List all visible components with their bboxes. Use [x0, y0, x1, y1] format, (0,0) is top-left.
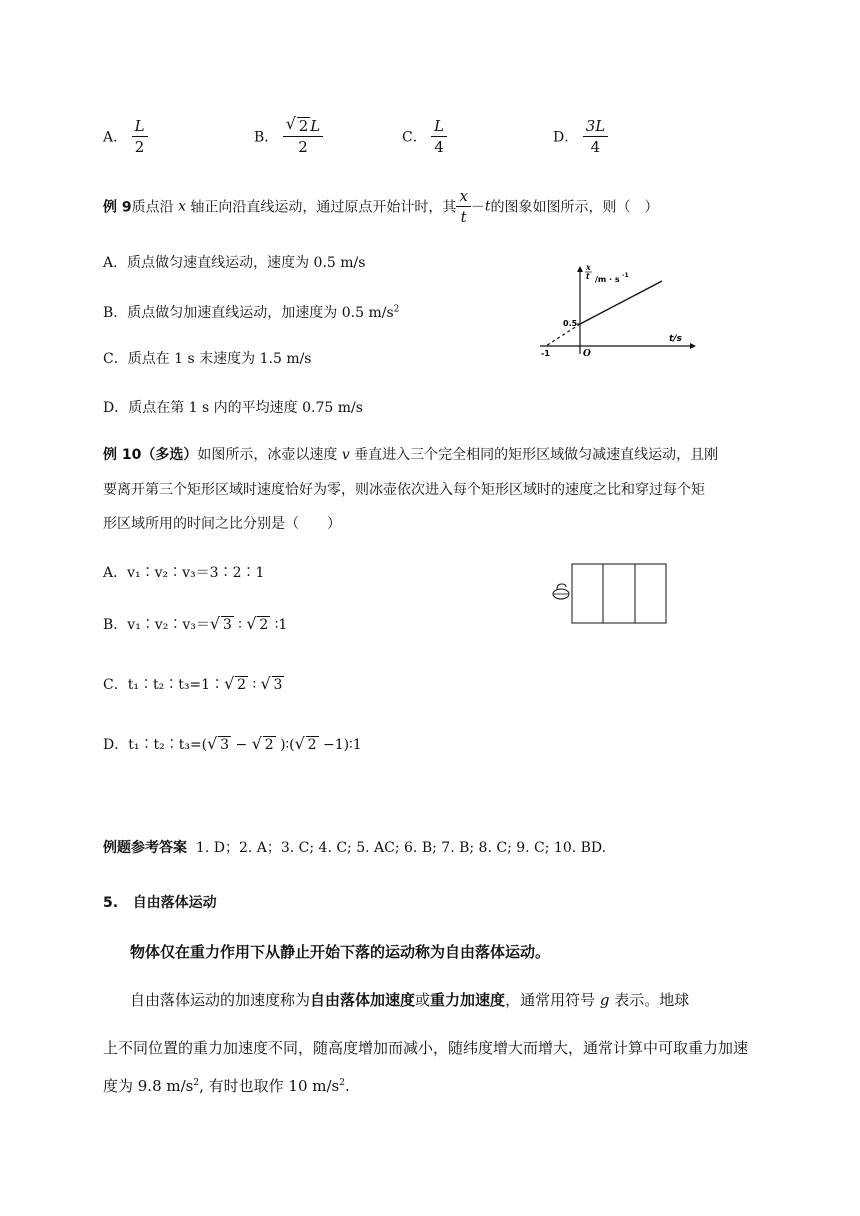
ex10-option-c-pre: C．t₁∶t₂∶t₃=1∶ [103, 677, 225, 693]
ex10-b-sep: ∶ [233, 617, 247, 633]
ex10-option-b-pre: B．v₁∶v₂∶v₃＝ [103, 617, 210, 633]
section5-p2: 上不同位置的重力加速度不同，随高度增加而减小，随纬度增大而增大，通常计算中可取重力加速 [103, 1039, 749, 1057]
ex9-tag: 例 9 [103, 199, 132, 216]
q8-option-c [402, 116, 447, 157]
ex9-option-b [103, 302, 399, 322]
p3-sup-2: 2 [339, 1078, 345, 1088]
p1-f: 表示。地球 [609, 991, 690, 1009]
ex9-stem-pre: 质点沿 [131, 199, 179, 216]
ex10-b-radicand-1: 3 [222, 617, 232, 633]
graph-y-arrow-icon [577, 266, 583, 272]
region-rect-2 [603, 564, 635, 623]
ex10-d-radicand-2: 2 [264, 737, 274, 753]
p1-a: 自由落体运动的加速度称为 [130, 991, 311, 1009]
ex10-c-sqrt-2: √ 3 [260, 674, 283, 693]
answers-label: 例题参考答案 [103, 840, 187, 856]
graph-y-unit: /m · s [595, 275, 620, 284]
q8-b-numerator-tail: L [310, 117, 321, 135]
q8-a-denominator: 2 [134, 138, 145, 156]
q8-option-b-fraction [283, 116, 324, 157]
ex9-option-b-text: B．质点做匀加速直线运动，加速度为 0.5 m/s [103, 305, 394, 321]
region-rect-1 [572, 564, 603, 623]
ex10-c-sep: ∶ [248, 677, 261, 693]
q8-option-d-label: D． [553, 129, 579, 146]
ex10-d-mid: )∶( [275, 737, 295, 753]
ex10-tag: 例 10（多选） [103, 447, 198, 463]
ex10-c-radicand-2: 3 [273, 677, 283, 693]
graph-y-tick-label: 0.5 [563, 319, 578, 328]
ex10-line3: 形区域所用的时间之比分别是（ ） [103, 516, 341, 532]
answers-text: 1. D；2. A；3. C; 4. C; 5. AC; 6. B; 7. B; 8. C; 9. C; 10. BD. [195, 840, 607, 856]
p3-b: , 有时也取作 10 m/s [199, 1077, 340, 1095]
q8-option-b [254, 116, 323, 157]
answers-line [103, 837, 606, 857]
ex10-option-a: A．v₁∶v₂∶v₃＝3∶2∶1 [103, 565, 265, 581]
ex10-d-tail: −1)∶1 [318, 737, 362, 753]
ex9-graph [530, 260, 700, 360]
ex9-frac-den: t [460, 208, 467, 226]
q8-option-d-fraction [583, 116, 609, 157]
graph-y-label-den: t [586, 271, 590, 281]
ex10-line2: 要离开第三个矩形区域时速度恰好为零，则冰壶依次进入每个矩形区域时的速度之比和穿过每个矩 [103, 482, 705, 498]
ex9-fraction [456, 186, 470, 227]
graph-x-label: t/s [669, 334, 682, 344]
ex10-line1 [103, 444, 718, 464]
ex10-d-sqrt-1: √ 3 [207, 734, 230, 753]
ex10-var-v: v [341, 447, 350, 463]
ex9-minus: － [470, 199, 485, 216]
ex10-stem-2: 垂直进入三个完全相同的矩形区域做匀减速直线运动，且刚 [349, 447, 719, 463]
q8-b-numerator: √ 2 L [283, 116, 324, 137]
p1-term-gravity-acceleration: 重力加速度 [430, 991, 506, 1009]
ex10-option-b [103, 614, 287, 634]
ex10-option-d-pre: D．t₁∶t₂∶t₃=( [103, 737, 208, 753]
graph-x-tick-label: -1 [541, 349, 550, 358]
section5-heading-num: 5. [103, 895, 119, 911]
ex10-c-sqrt-1: √ 2 [224, 674, 246, 693]
section5-heading-text: 自由落体运动 [132, 895, 217, 911]
p3-sup-1: 2 [193, 1078, 200, 1088]
q8-d-denominator: 4 [590, 138, 601, 156]
q8-b-denominator: 2 [298, 138, 308, 156]
ex10-option-c [103, 674, 284, 694]
ex10-d-sqrt-2: √ 2 [251, 734, 274, 753]
ex10-c-radicand-1: 2 [237, 677, 246, 693]
ex10-d-radicand-3: 2 [307, 737, 317, 753]
ex9-option-b-sup: 2 [393, 304, 400, 315]
p3-c: . [344, 1077, 350, 1095]
ex9-option-d: D．质点在第 1 s 内的平均速度 0.75 m/s [103, 400, 363, 416]
graph-origin-label: O [583, 349, 591, 359]
graph-x-arrow-icon [690, 343, 696, 349]
q8-a-numerator: L [132, 116, 148, 137]
graph-y-unit-sup: -1 [622, 272, 629, 279]
ex10-b-tail: ∶1 [270, 617, 288, 633]
graph-solid-line [580, 281, 662, 324]
q8-option-c-label: C． [402, 129, 427, 146]
ex10-b-sqrt-2: √ 2 [246, 614, 269, 633]
ex10-b-sqrt-1: √ 3 [209, 614, 232, 633]
section5-heading [103, 892, 217, 912]
ex9-var-t: t [484, 198, 491, 215]
q8-option-b-label: B． [254, 129, 279, 146]
ex9-stem [103, 186, 659, 227]
ex9-option-c: C．质点在 1 s 末速度为 1.5 m/s [103, 351, 312, 367]
graph-y-label-num: x [586, 262, 591, 272]
p1-term-free-fall-acceleration: 自由落体加速度 [310, 991, 416, 1009]
q8-b-radicand: 2 [298, 117, 309, 135]
ex10-d-minus: − [231, 737, 252, 753]
ex9-option-a: A．质点做匀速直线运动，速度为 0.5 m/s [103, 255, 366, 271]
p1-c: 或 [415, 991, 431, 1009]
q8-d-numerator: 3L [583, 116, 609, 137]
q8-option-a [103, 116, 148, 157]
p1-var-g: g [599, 991, 610, 1009]
ex9-var-x: x [178, 198, 186, 215]
ex10-d-sqrt-3: √ 2 [294, 734, 317, 753]
p3-a: 度为 9.8 m/s [103, 1077, 194, 1095]
ex10-d-radicand-1: 3 [220, 737, 230, 753]
ex10-option-d [103, 734, 362, 754]
q8-option-a-label: A． [103, 129, 128, 146]
q8-option-c-fraction [431, 116, 447, 157]
q8-option-a-fraction [132, 116, 148, 157]
ex10-stem-1: 如图所示，冰壶以速度 [197, 447, 342, 463]
section5-p3 [103, 1075, 350, 1096]
section5-definition: 物体仅在重力作用下从静止开始下落的运动称为自由落体运动。 [130, 943, 551, 961]
ex9-frac-num: x [456, 186, 470, 207]
curling-stone-icon [553, 584, 569, 599]
ex9-stem-mid: 轴正向沿直线运动，通过原点开始计时，其 [185, 199, 457, 216]
q8-c-numerator: L [431, 116, 447, 137]
ex10-diagram [548, 560, 672, 628]
q8-option-d [553, 116, 608, 157]
q8-c-denominator: 4 [434, 138, 444, 156]
section5-p1 [130, 989, 689, 1010]
ex9-stem-post: 的图象如图所示，则（ ） [490, 199, 659, 216]
p1-e: ，通常用符号 [505, 991, 600, 1009]
ex10-b-radicand-2: 2 [259, 617, 269, 633]
region-rect-3 [635, 564, 666, 623]
